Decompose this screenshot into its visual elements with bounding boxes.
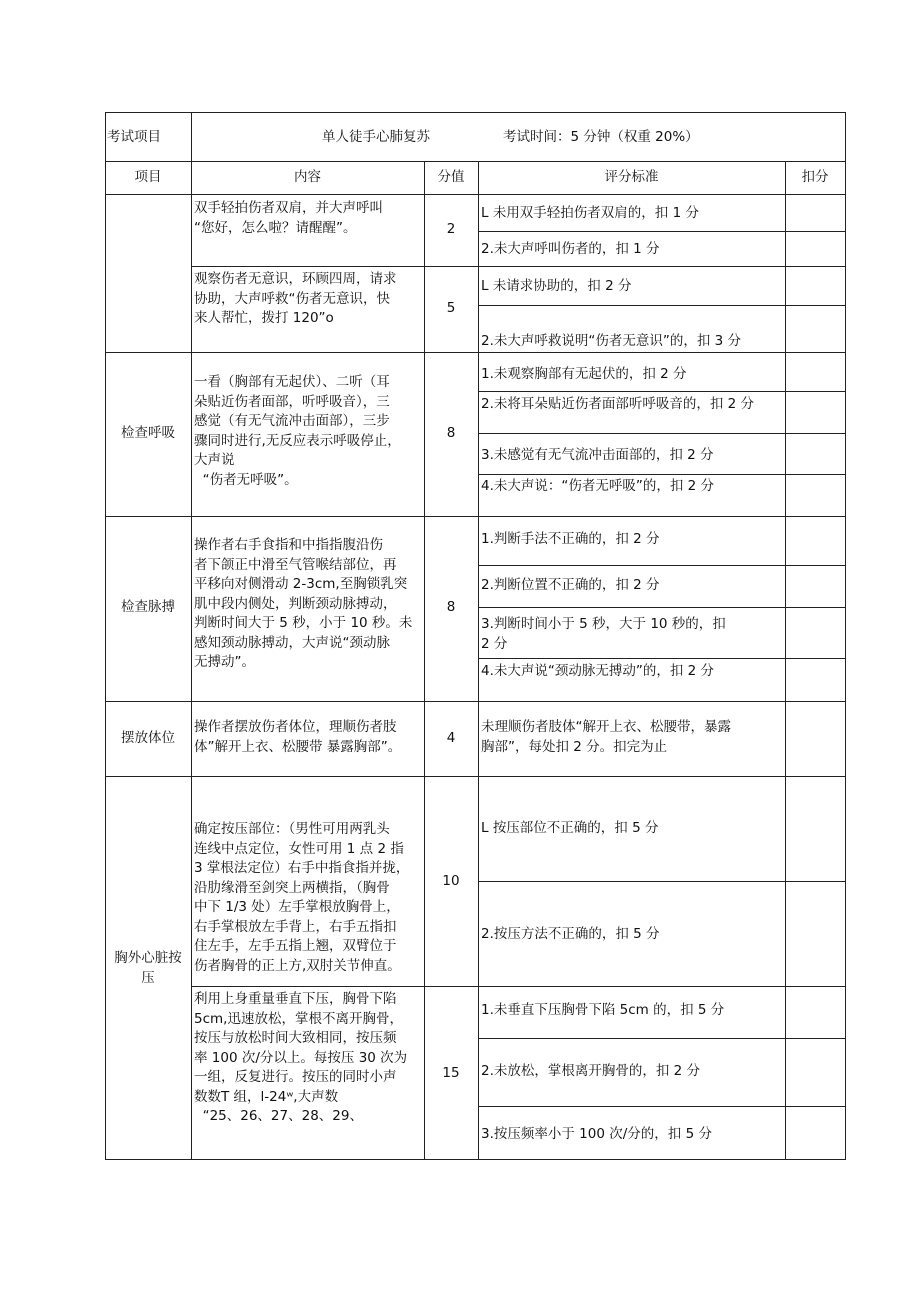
row-divider <box>105 194 846 195</box>
item-cell: 检查呼吸 <box>121 425 175 441</box>
criteria-item: 3.按压频率小于 100 次/分的，扣 5 分 <box>481 1126 712 1142</box>
criteria-divider <box>478 305 846 306</box>
criteria-item: 2.判断位置不正确的，扣 2 分 <box>481 577 660 593</box>
content-cell: 操作者摆放伤者体位，理顺伤者肢 体”解开上衣、松腰带 暴露胸部”。 <box>194 719 402 755</box>
criteria-item: 3.未感觉有无气流冲击面部的，扣 2 分 <box>481 447 714 463</box>
criteria-item: L 未请求协助的，扣 2 分 <box>481 278 632 294</box>
criteria-divider <box>478 658 846 659</box>
score-cell: 2 <box>446 221 456 237</box>
content-cell: 利用上身重量垂直下压，胸骨下陷 5cm,迅速放松，掌根不离开胸骨， 按压与放松时间大致相同，按压频 率 100 次/分以上。每按压 30 次为 一组，反复进行。按压的同时小声 数数T 组，l-24ʷ,大声数 “25、26、27、28、29、 <box>194 991 408 1124</box>
criteria-item: 4.未大声说：“伤者无呼吸”的，扣 2 分 <box>481 478 715 494</box>
criteria-divider <box>478 391 846 392</box>
score-cell: 15 <box>442 1065 460 1081</box>
row-divider <box>105 1159 846 1160</box>
row-divider <box>105 516 846 517</box>
criteria-item: 2.未大声呼救说明“伤者无意识”的，扣 3 分 <box>481 333 742 349</box>
criteria-divider <box>478 607 846 608</box>
criteria-item: 未理顺伤者肢体“解开上衣、松腰带，暴露 胸部”，每处扣 2 分。扣完为止 <box>481 719 731 755</box>
item-cell: 摆放体位 <box>121 730 175 746</box>
criteria-item: 2.按压方法不正确的，扣 5 分 <box>481 926 660 942</box>
criteria-item: 2.未放松，掌根离开胸骨的，扣 2 分 <box>481 1063 701 1079</box>
criteria-divider <box>478 474 846 475</box>
exam-title: 单人徒手心肺复苏 <box>322 129 430 145</box>
criteria-item: L 未用双手轻拍伤者双肩的，扣 1 分 <box>481 205 699 221</box>
criteria-item: 1.判断手法不正确的，扣 2 分 <box>481 531 660 547</box>
table-border-left <box>105 112 106 1160</box>
criteria-item: 1.未垂直下压胸骨下陷 5cm 的，扣 5 分 <box>481 1002 725 1018</box>
column-divider <box>785 161 786 1160</box>
content-cell: 观察伤者无意识，环顾四周，请求 协助，大声呼救“伤者无意识，快 来人帮忙，拨打 120”o <box>194 271 397 326</box>
item-cell: 检查脉搏 <box>121 599 175 615</box>
row-divider <box>191 986 846 987</box>
row-divider <box>105 776 846 777</box>
column-header-score: 分值 <box>437 169 465 185</box>
column-header-item: 项目 <box>134 169 162 185</box>
table-border-right <box>845 112 846 1160</box>
row-divider <box>105 701 846 702</box>
column-divider <box>191 112 192 1160</box>
item-cell: 胸外心脏按 压 <box>114 950 182 986</box>
exam-item-label: 考试项目 <box>107 129 161 145</box>
criteria-divider <box>478 231 846 232</box>
column-header-deduct: 扣分 <box>801 169 829 185</box>
criteria-item: 2.未大声呼叫伤者的，扣 1 分 <box>481 241 660 257</box>
row-divider <box>105 161 846 162</box>
criteria-item: 4.未大声说“颈动脉无搏动”的，扣 2 分 <box>481 663 715 679</box>
criteria-divider <box>478 565 846 566</box>
row-divider <box>105 352 846 353</box>
criteria-divider <box>478 1106 846 1107</box>
column-header-content: 内容 <box>294 169 321 185</box>
column-divider <box>478 161 479 1160</box>
column-header-criteria: 评分标准 <box>604 169 659 185</box>
criteria-divider <box>478 881 846 882</box>
score-cell: 4 <box>446 730 456 746</box>
criteria-divider <box>478 1038 846 1039</box>
row-divider <box>191 266 846 267</box>
score-cell: 10 <box>442 873 460 889</box>
content-cell: 一看（胸部有无起伏）、二听（耳 朵贴近伤者面部，听呼吸音），三 感觉（有无气流冲击面部），三步 骤同时进行,无反应表示呼吸停止， 大声说 “伤者无呼吸”。 <box>194 374 401 488</box>
exam-time: 考试时间：5 分钟（权重 20%） <box>503 129 699 145</box>
criteria-item: 1.未观察胸部有无起伏的，扣 2 分 <box>481 366 687 382</box>
criteria-item: 3.判断时间小于 5 秒，大于 10 秒的，扣 2 分 <box>481 616 726 652</box>
content-cell: 操作者右手食指和中指指腹沿伤 者下颌正中滑至气管喉结部位，再 平移向对侧滑动 2-3cm,至胸锁乳突 肌中段内侧处，判断颈动脉搏动， 判断时间大于 5 秒，小于 10 秒。未 感知颈动脉搏动，大声说“颈动脉 无搏动”。 <box>194 537 413 670</box>
content-cell: 双手轻拍伤者双肩，并大声呼叫 “您好，怎么啦？请醒醒”。 <box>194 200 383 236</box>
score-cell: 8 <box>446 599 456 615</box>
criteria-item: 2.未将耳朵贴近伤者面部听呼吸音的，扣 2 分 <box>481 396 755 412</box>
score-cell: 8 <box>446 425 456 441</box>
criteria-divider <box>478 433 846 434</box>
row-divider <box>105 112 846 113</box>
criteria-item: L 按压部位不正确的，扣 5 分 <box>481 820 659 836</box>
content-cell: 确定按压部位：（男性可用两乳头 连线中点定位，女性可用 1 点 2 指 3 掌根法定位）右手中指食指并拢， 沿肋缘滑至剑突上两横指，（胸骨 中下 1/3 处）左手掌根放胸骨上， 右手掌根放左手背上，右手五指扣 住左手，左手五指上翘，双臂位于 伤者胸骨的正上方,双肘关节伸直。 <box>194 821 410 974</box>
score-cell: 5 <box>446 300 456 316</box>
